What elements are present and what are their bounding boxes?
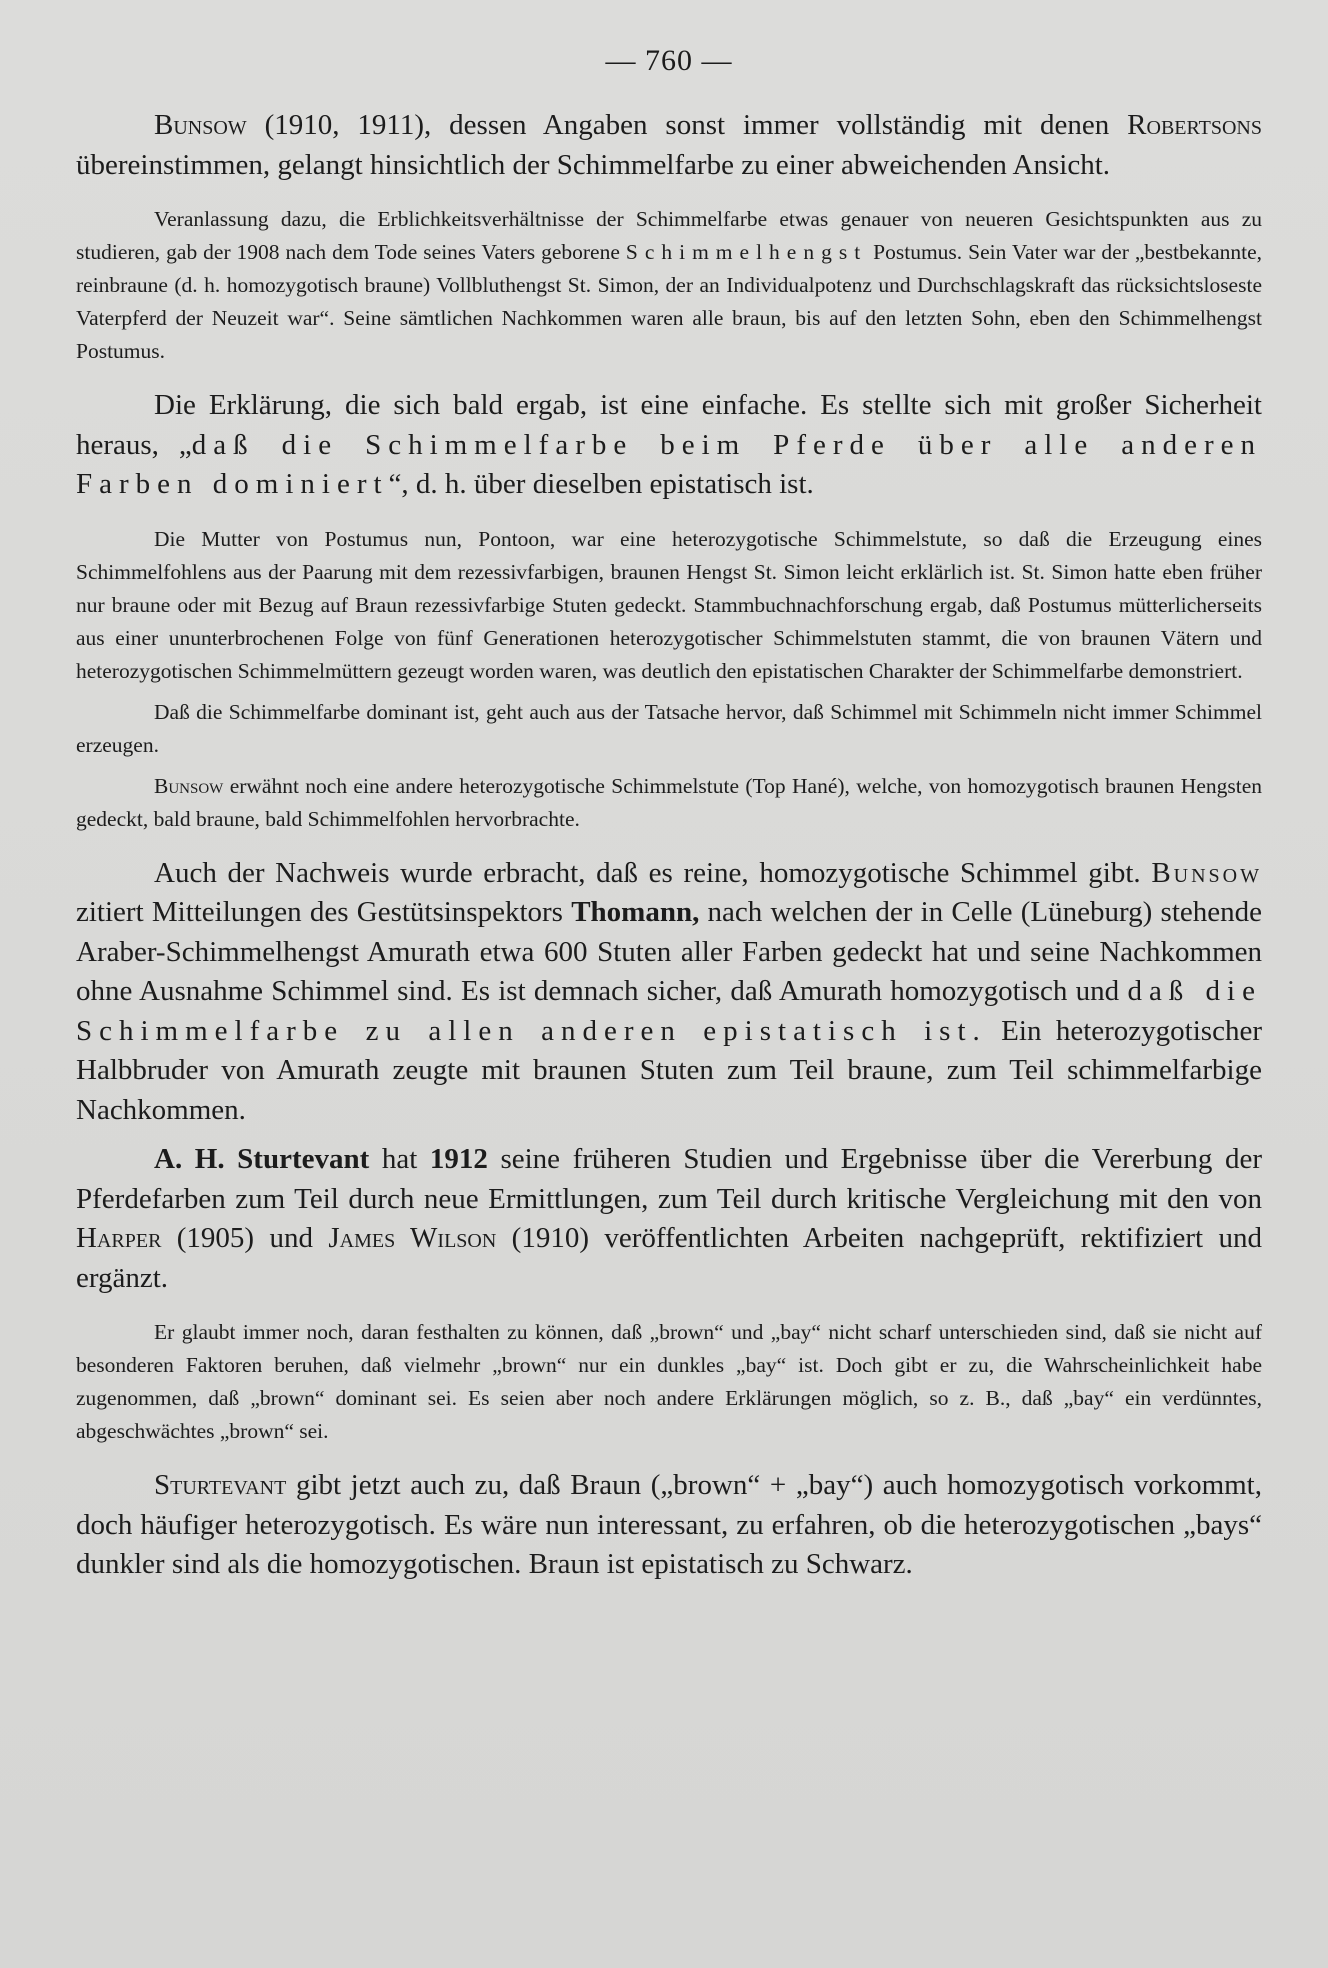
spaced-text: daß die Schimmelfarbe zu allen anderen epistatisch ist. [76, 975, 1262, 1047]
text-run: seine früheren Studien und Ergebnisse über die Vererbung der Pferdefarben zum Teil durch neue Ermittlungen, zum Teil durch kritische Vergleichung mit den von [76, 1143, 1262, 1215]
author-name: Sturtevant [154, 1469, 287, 1501]
author-name: Robertsons [1127, 109, 1262, 141]
paragraph-9: Er glaubt immer noch, daran festhalten zu können, daß „brown“ und „bay“ nicht scharf unterschieden sind, daß sie nicht auf besonderen Faktoren beruhen, daß vielmehr „brown“ nur ein dunkles „bay“ ist. Doch gibt er zu, die Wahrscheinlichkeit habe zugenommen, daß „brown“ dominant sei. Es seien aber noch andere Erklärungen möglich, so z. B., daß „bay“ ein verdünntes, abgeschwächtes „brown“ sei. [76, 1320, 1262, 1443]
text-run: Auch der Nachweis wurde erbracht, daß es reine, homozygotische Schimmel gibt. [154, 856, 1152, 889]
text-run: zitiert Mitteilungen des Gestütsinspektors [76, 896, 572, 928]
text-run: erwähnt noch eine andere heterozygotische Schimmelstute (Top Hané), welche, von homozygotisch braunen Hengsten gedeckt, bald braune, bald Schimmelfohlen hervorbrachte. [76, 773, 1262, 831]
text-run: (1910) veröffentlichten Arbeiten nachgeprüft, rektifiziert und ergänzt. [76, 1222, 1262, 1294]
text-run: “, d. h. über dieselben epistatisch ist. [388, 468, 814, 500]
text-run: Veranlassung dazu, die Erblichkeitsverhältnisse der Schimmelfarbe etwas genauer von neueren Gesichtspunkten aus zu studieren, gab der 1908 nach dem Tode seines Vaters geborene [76, 207, 1262, 264]
paragraph-8 [76, 1140, 1262, 1298]
text-run: Postumus. Sein Vater war der „bestbekannte, reinbraune (d. h. homozygotisch braune) Vollbluthengst St. Simon, der an Individualpotenz und Durchschlagskraft das rücksichtsloseste Vaterpferd der Neuzeit war“. Seine sämtlichen Nachkommen waren alle braun, bis auf den letzten Sohn, eben den Schimmelhengst Postumus. [76, 240, 1262, 363]
bold-name: Thomann, [571, 896, 700, 928]
text-run: Ein heterozygotischer Halbbruder von Amurath zeugte mit braunen Stuten zum Teil braune, zum Teil schimmelfarbige Nachkommen. [76, 1014, 1262, 1126]
bold-year: 1912 [429, 1143, 488, 1175]
text-run: (1910, 1911), dessen Angaben sonst immer vollständig mit denen [246, 109, 1128, 141]
paragraph-10 [76, 1466, 1262, 1585]
text-run: hat [369, 1143, 430, 1175]
page-number: — 760 — [605, 44, 733, 77]
paragraph-7 [76, 854, 1262, 1131]
spaced-text: daß die Schimmelfarbe beim Pferde über alle anderen Farben dominiert [76, 428, 1262, 500]
author-name: Bunsow [154, 773, 224, 798]
text-run: Die Erklärung, die sich bald ergab, ist eine einfache. Es stellte sich mit großer Sicherheit heraus, „ [76, 389, 1262, 461]
spaced-text: Schimmelhengst [625, 240, 868, 264]
author-name: Harper [76, 1222, 162, 1254]
author-name: Bunsow [1151, 856, 1262, 889]
paragraph-1 [76, 106, 1262, 185]
text-run: (1905) und [161, 1222, 329, 1254]
author-name: James Wilson [328, 1222, 497, 1254]
bold-name: A. H. Sturtevant [154, 1143, 370, 1175]
text-run: nach welchen der in Celle (Lüneburg) stehende Araber-Schimmelhengst Amurath etwa 600 Stuten aller Farben gedeckt hat und seine Nachkommen ohne Ausnahme Schimmel sind. Es ist demnach sicher, daß Amurath homozygotisch und [76, 896, 1262, 1007]
paragraph-6 [76, 770, 1262, 836]
paragraph-5: Daß die Schimmelfarbe dominant ist, geht auch aus der Tatsache hervor, daß Schimmel mit Schimmeln nicht immer Schimmel erzeugen. [76, 699, 1262, 757]
text-run: gibt jetzt auch zu, daß Braun („brown“ + „bay“) auch homozygotisch vorkommt, doch häufiger heterozygotisch. Es wäre nun interessant, zu erfahren, ob die heterozygotischen „bays“ dunkler sind als die homozygotischen. Braun ist epistatisch zu Schwarz. [76, 1469, 1262, 1580]
paragraph-3 [76, 386, 1262, 505]
paragraph-4: Die Mutter von Postumus nun, Pontoon, war eine heterozygotische Schimmelstute, so daß die Erzeugung eines Schimmelfohlens aus der Paarung mit dem rezessivfarbigen, braunen Hengst St. Simon leicht erklärlich ist. St. Simon hatte eben früher nur braune oder mit Bezug auf Braun rezessivfarbige Stuten gedeckt. Stammbuchnachforschung ergab, daß Postumus mütterlicherseits aus einer ununterbrochenen Folge von fünf Generationen heterozygotischer Schimmelstuten stammt, die von braunen Vätern und heterozygotischen Schimmelmüttern gezeugt worden waren, was deutlich den epistatischen Charakter der Schimmelfarbe demonstriert. [76, 526, 1262, 683]
text-run: übereinstimmen, gelangt hinsichtlich der Schimmelfarbe zu einer abweichenden Ansicht. [76, 148, 1111, 181]
author-name: Bunsow [154, 109, 247, 141]
paragraph-2 [76, 203, 1262, 368]
